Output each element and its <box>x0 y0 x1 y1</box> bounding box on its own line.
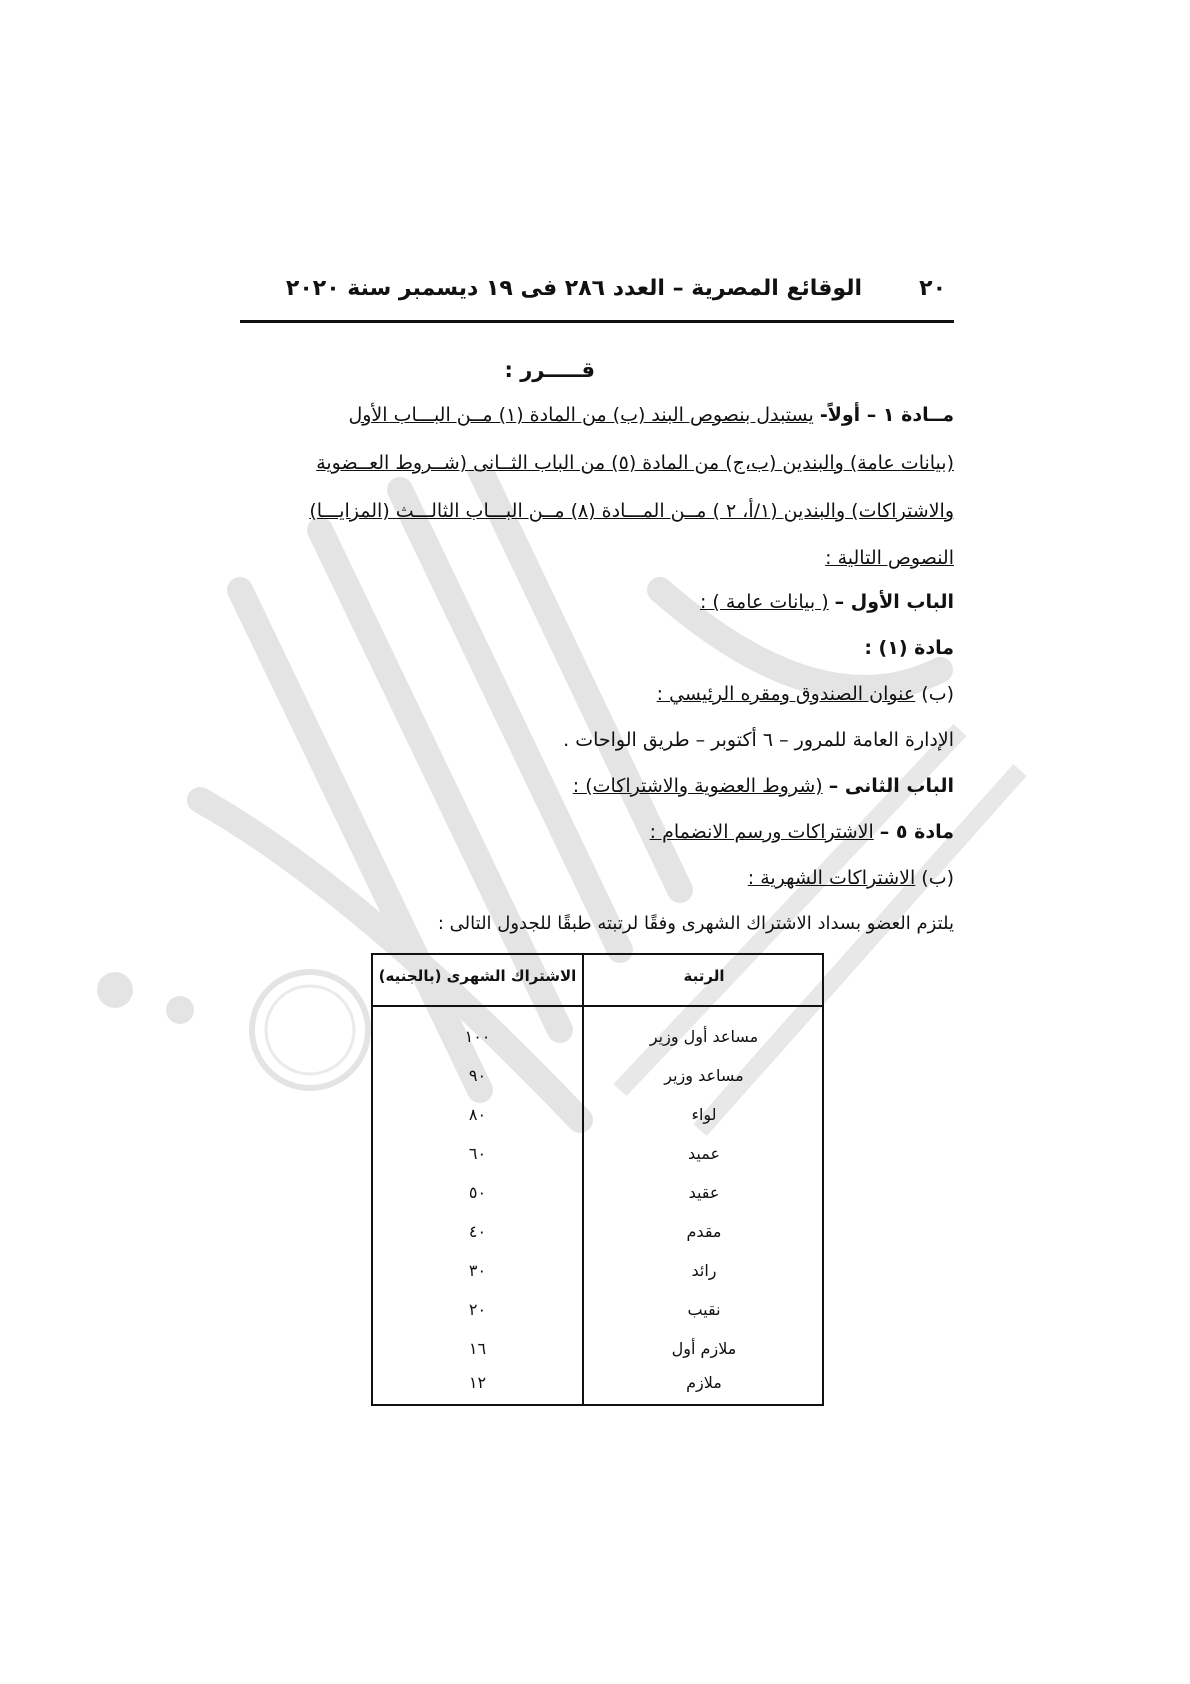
rank-cell: مقدم <box>686 1222 722 1241</box>
fee-cell: ١٢ <box>468 1373 487 1392</box>
fee-cell: ٩٠ <box>468 1066 487 1085</box>
publication-title: الوقائع المصرية – العدد ٢٨٦ فى ١٩ ديسمبر سنة ٢٠٢٠ <box>285 276 862 301</box>
article-1-line-3: والاشتراكات) والبندين (١/أ، ٢ ) مــن المـــادة (٨) مــن البـــاب الثالـــث (المزايـــا) <box>309 500 954 522</box>
table-row <box>373 1365 822 1405</box>
rank-cell: رائد <box>691 1261 717 1280</box>
table-header-divider <box>373 1005 822 1007</box>
part-1-value: ( بيانات عامة ) : <box>699 591 829 613</box>
part-2-item-b-value: الاشتراكات الشهرية : <box>747 867 916 889</box>
table-header-fee: الاشتراك الشهرى (بالجنيه) <box>378 967 577 985</box>
subscription-table <box>371 953 824 1406</box>
table-row <box>373 1175 822 1215</box>
table-row <box>373 1253 822 1293</box>
article-1-label: مــادة ١ – أولاً- <box>819 404 954 426</box>
fee-cell: ١٠٠ <box>464 1027 491 1046</box>
part-1-item-b <box>657 682 954 707</box>
rank-cell: ملازم <box>686 1373 722 1392</box>
table-row <box>373 1097 822 1137</box>
rank-cell: عميد <box>687 1144 721 1163</box>
header-divider <box>240 320 954 323</box>
article-1-line-1 <box>240 404 954 426</box>
fee-cell: ١٦ <box>468 1339 487 1358</box>
part-2-item-b-label: (ب) <box>921 867 954 889</box>
table-row <box>373 1214 822 1254</box>
fee-cell: ٥٠ <box>468 1183 487 1202</box>
page-number: ٢٠ <box>919 276 946 301</box>
fee-cell: ٨٠ <box>468 1105 487 1124</box>
fee-cell: ٢٠ <box>468 1300 487 1319</box>
rank-cell: ملازم أول <box>671 1339 737 1358</box>
table-row <box>373 1136 822 1176</box>
table-header-rank: الرتبة <box>683 967 725 985</box>
part-2-article-label: مادة ٥ – <box>879 821 954 843</box>
part-1-article: مادة (١) : <box>864 637 954 659</box>
table-intro: يلتزم العضو بسداد الاشتراك الشهرى وفقًا لرتبته طبقًا للجدول التالى : <box>437 913 954 934</box>
decision-heading: قـــــرر : <box>504 358 595 382</box>
part-2-article-value: الاشتراكات ورسم الانضمام : <box>649 821 874 843</box>
part-2-title <box>573 774 954 799</box>
fee-cell: ٦٠ <box>468 1144 487 1163</box>
table-row <box>373 1058 822 1098</box>
part-1-item-b-value: عنوان الصندوق ومقره الرئيسي : <box>656 683 916 705</box>
fund-address: الإدارة العامة للمرور – ٦ أكتوبر – طريق الواحات . <box>563 729 954 751</box>
rank-cell: نقيب <box>687 1300 721 1319</box>
part-2-article <box>650 820 954 845</box>
article-1-line-4: النصوص التالية : <box>825 547 954 569</box>
part-2-item-b <box>748 866 954 891</box>
fee-cell: ٤٠ <box>468 1222 487 1241</box>
part-2-value: (شروط العضوية والاشتراكات) : <box>572 775 823 797</box>
part-1-title <box>700 590 954 615</box>
article-1-line-2: (بيانات عامة) والبندين (ب،ج) من المادة (٥) من الباب الثــانى (شــروط العــضوية <box>316 452 954 474</box>
rank-cell: مساعد وزير <box>664 1066 744 1085</box>
article-1-line-1-text: يستبدل بنصوص البند (ب) من المادة (١) مــن البـــاب الأول <box>348 404 814 426</box>
rank-cell: لواء <box>691 1105 717 1124</box>
part-2-label: الباب الثانى – <box>828 775 954 797</box>
rank-cell: مساعد أول وزير <box>649 1027 759 1046</box>
part-1-label: الباب الأول – <box>834 591 954 613</box>
page-header <box>240 268 954 328</box>
fee-cell: ٣٠ <box>468 1261 487 1280</box>
table-row <box>373 1019 822 1059</box>
part-1-item-b-label: (ب) <box>921 683 954 705</box>
table-row <box>373 1292 822 1332</box>
rank-cell: عقيد <box>688 1183 720 1202</box>
